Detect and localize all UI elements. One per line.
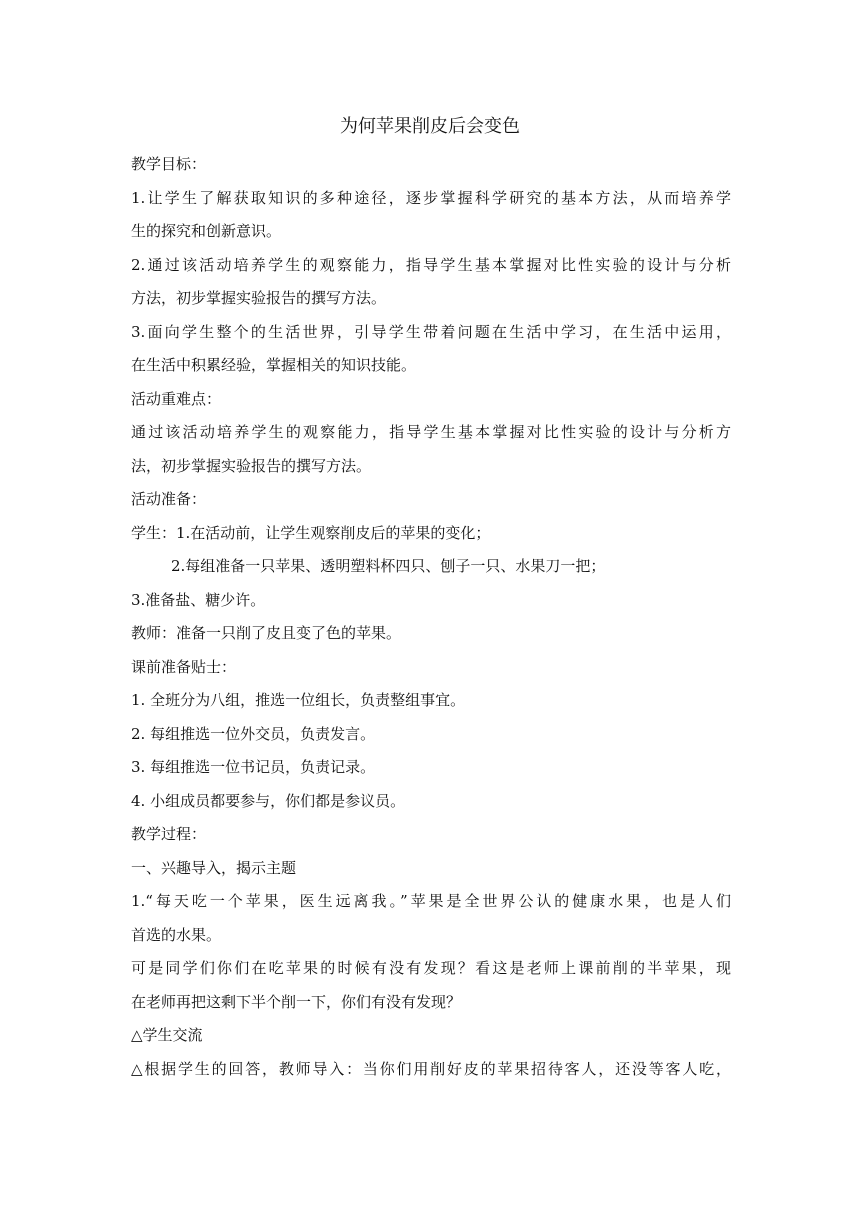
text-line: 教师：准备一只削了皮且变了色的苹果。 xyxy=(131,624,402,642)
list-item: 2. 每组推选一位外交员，负责发言。 xyxy=(131,724,376,743)
document-title: 为何苹果削皮后会变色 xyxy=(340,116,520,137)
text-line: △根据学生的回答，教师导入：当你们用削好皮的苹果招待客人，还没等客人吃， xyxy=(131,1059,731,1078)
text-line: 1.“每天吃一个苹果，医生远离我。”苹果是全世界公认的健康水果，也是人们 xyxy=(131,892,731,910)
text-line: 3.面向学生整个的生活世界，引导学生带着问题在生活中学习，在生活中运用， xyxy=(131,322,731,341)
text-line: 1.让学生了解获取知识的多种途径，逐步掌握科学研究的基本方法，从而培养学 xyxy=(131,188,731,207)
list-item: 1. 全班分为八组，推选一位组长，负责整组事宜。 xyxy=(131,691,466,709)
section-heading: 活动重难点： xyxy=(131,389,222,408)
text-line: 在生活中积累经验，掌握相关的知识技能。 xyxy=(131,356,417,374)
text-line: 可是同学们你们在吃苹果的时候有没有发现？看这是老师上课前削的半苹果，现 xyxy=(131,959,731,977)
list-item: 4. 小组成员都要参与，你们都是参议员。 xyxy=(131,791,406,810)
text-line: 通过该活动培养学生的观察能力，指导学生基本掌握对比性实验的设计与分析方 xyxy=(131,423,731,441)
text-line: 学生：1.在活动前，让学生观察削皮后的苹果的变化； xyxy=(131,523,491,542)
text-line: 在老师再把这剩下半个削一下，你们有没有发现？ xyxy=(131,992,462,1011)
text-line: 首选的水果。 xyxy=(131,925,222,944)
document-body xyxy=(131,148,731,1086)
section-heading: 活动准备： xyxy=(131,490,207,508)
text-line: 生的探究和创新意识。 xyxy=(131,222,282,240)
text-line: △学生交流 xyxy=(131,1026,203,1044)
subsection-heading: 一、兴趣导入，揭示主题 xyxy=(131,858,297,877)
text-line: 法，初步掌握实验报告的撰写方法。 xyxy=(131,456,372,475)
section-heading: 教学过程： xyxy=(131,825,207,843)
text-line: 3.准备盐、糖少许。 xyxy=(131,590,266,609)
list-item: 3. 每组推选一位书记员，负责记录。 xyxy=(131,758,376,776)
text-line: 方法，初步掌握实验报告的撰写方法。 xyxy=(131,289,387,307)
text-line: 2.通过该活动培养学生的观察能力，指导学生基本掌握对比性实验的设计与分析 xyxy=(131,255,731,274)
text-line: 2.每组准备一只苹果、透明塑料杯四只、刨子一只、水果刀一把； xyxy=(171,557,606,575)
section-heading: 课前准备贴士： xyxy=(131,657,237,676)
text-line: 教学目标： xyxy=(131,155,207,173)
